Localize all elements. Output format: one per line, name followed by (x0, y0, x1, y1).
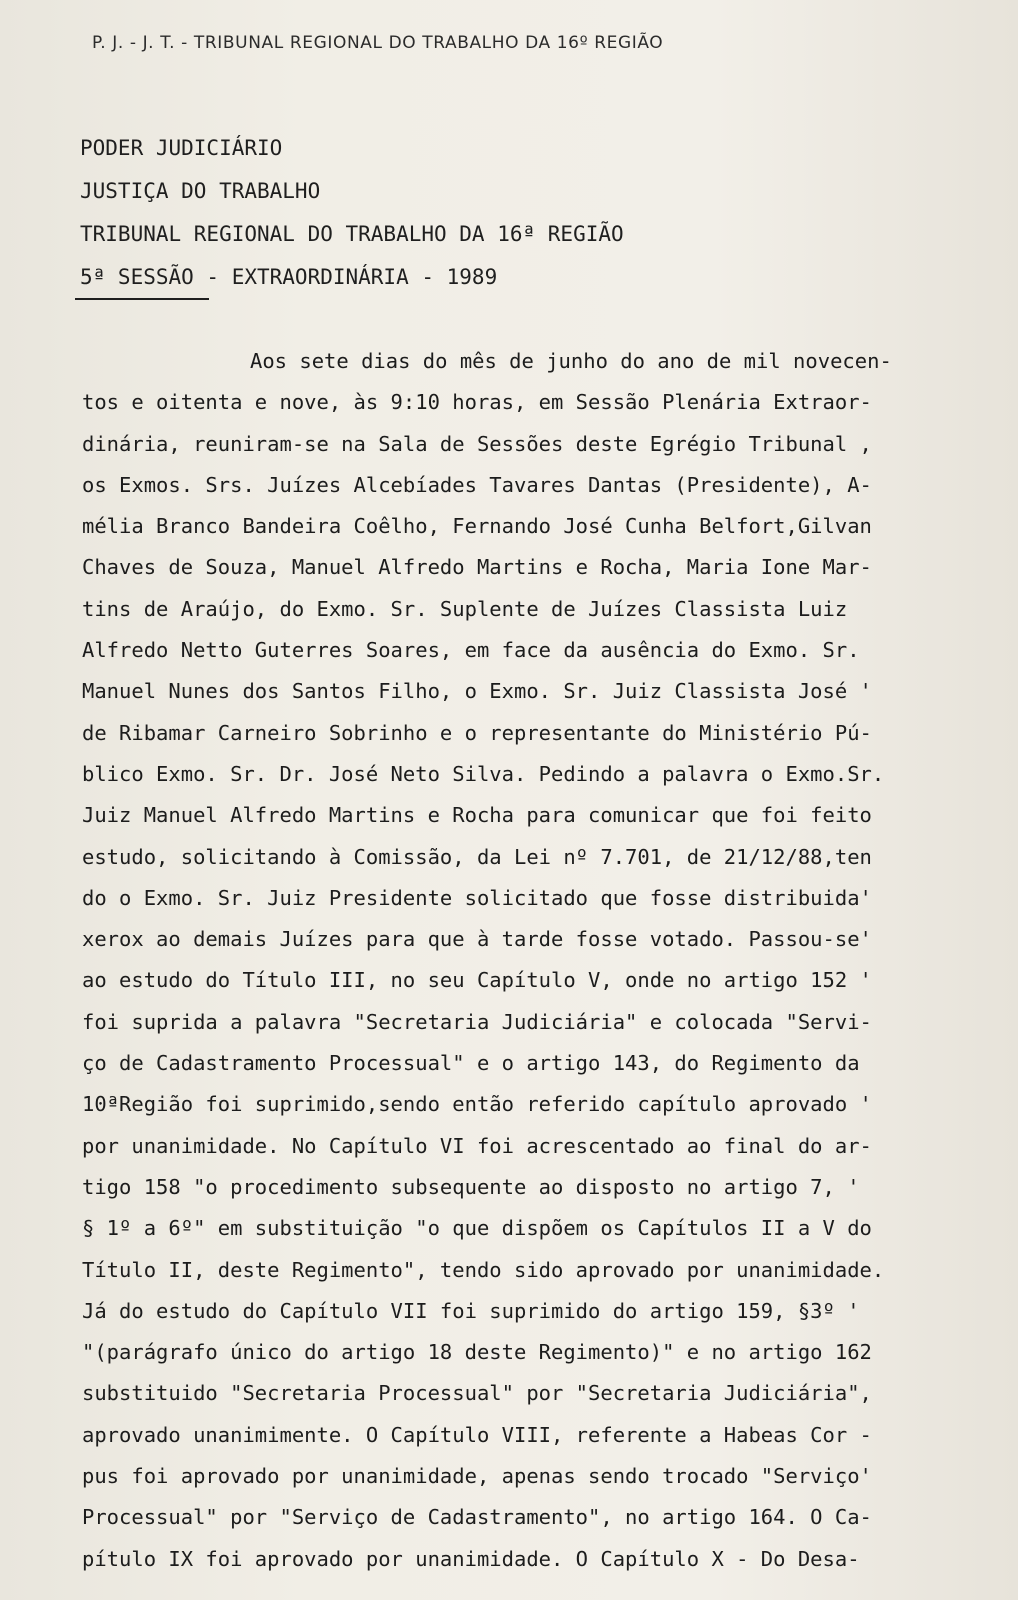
body-line: de Ribamar Carneiro Sobrinho e o representante do Ministério Pú- (82, 720, 872, 745)
heading-line-session: 5ª SESSÃO - EXTRAORDINÁRIA - 1989 (80, 265, 498, 289)
body-line: ço de Cadastramento Processual" e o artigo 143, do Regimento da (82, 1051, 860, 1076)
body-line: Juiz Manuel Alfredo Martins e Rocha para comunicar que foi feito (82, 803, 872, 828)
body-line: xerox ao demais Juízes para que à tarde fosse votado. Passou-se' (82, 927, 872, 952)
heading-line-labor-justice: JUSTIÇA DO TRABALHO (80, 179, 321, 203)
body-line: pus foi aprovado por unanimidade, apenas sendo trocado "Serviço' (82, 1464, 872, 1489)
body-line: blico Exmo. Sr. Dr. José Neto Silva. Pedindo a palavra o Exmo.Sr. (82, 761, 885, 786)
body-line: § 1º a 6º" em substituição "o que dispõem os Capítulos II a V do (82, 1216, 872, 1241)
heading-line-judiciary: PODER JUDICIÁRIO (80, 136, 283, 160)
body-line: Manuel Nunes dos Santos Filho, o Exmo. Sr. Juiz Classista José ' (82, 679, 872, 704)
body-line: Chaves de Souza, Manuel Alfredo Martins e Rocha, Maria Ione Mar- (82, 555, 872, 580)
body-line: pítulo IX foi aprovado por unanimidade. O Capítulo X - Do Desa- (82, 1546, 860, 1571)
body-line: Aos sete dias do mês de junho do ano de mil novecen- (250, 349, 892, 373)
minutes-body (82, 346, 982, 1585)
body-line: Alfredo Netto Guterres Soares, em face da ausência do Exmo. Sr. (82, 638, 860, 663)
body-line: "(parágrafo único do artigo 18 deste Regimento)" e no artigo 162 (82, 1340, 872, 1365)
session-underline (75, 298, 209, 300)
body-line: tos e oitenta e nove, às 9:10 horas, em Sessão Plenária Extraor- (82, 390, 872, 415)
body-line: os Exmos. Srs. Juízes Alcebíades Tavares Dantas (Presidente), A- (82, 472, 872, 497)
running-header: P. J. - J. T. - TRIBUNAL REGIONAL DO TRABALHO DA 16º REGIÃO (92, 33, 664, 53)
body-line: Processual" por "Serviço de Cadastramento", no artigo 164. O Ca- (82, 1505, 872, 1530)
heading-line-tribunal: TRIBUNAL REGIONAL DO TRABALHO DA 16ª REGIÃO (80, 222, 624, 246)
document-heading (80, 134, 624, 306)
body-line: tigo 158 "o procedimento subsequente ao disposto no artigo 7, ' (82, 1174, 860, 1199)
body-line: estudo, solicitando à Comissão, da Lei nº 7.701, de 21/12/88,ten (82, 844, 872, 869)
body-line: substituido "Secretaria Processual" por "Secretaria Judiciária", (82, 1381, 872, 1406)
body-line: foi suprida a palavra "Secretaria Judiciária" e colocada "Servi- (82, 1009, 872, 1034)
body-line: aprovado unanimimente. O Capítulo VIII, referente a Habeas Cor - (82, 1422, 872, 1447)
body-line: por unanimidade. No Capítulo VI foi acrescentado ao final do ar- (82, 1133, 872, 1158)
body-line: Título II, deste Regimento", tendo sido aprovado por unanimidade. (82, 1257, 885, 1282)
body-line: 10ªRegião foi suprimido,sendo então referido capítulo aprovado ' (82, 1092, 872, 1117)
body-line: mélia Branco Bandeira Coêlho, Fernando José Cunha Belfort,Gilvan (82, 514, 872, 539)
body-line: do o Exmo. Sr. Juiz Presidente solicitado que fosse distribuida' (82, 885, 872, 910)
body-line: dinária, reuniram-se na Sala de Sessões deste Egrégio Tribunal , (82, 431, 872, 456)
body-line: tins de Araújo, do Exmo. Sr. Suplente de Juízes Classista Luiz (82, 596, 848, 621)
body-line: ao estudo do Título III, no seu Capítulo V, onde no artigo 152 ' (82, 968, 872, 993)
body-line: Já do estudo do Capítulo VII foi suprimido do artigo 159, §3º ' (82, 1298, 860, 1323)
